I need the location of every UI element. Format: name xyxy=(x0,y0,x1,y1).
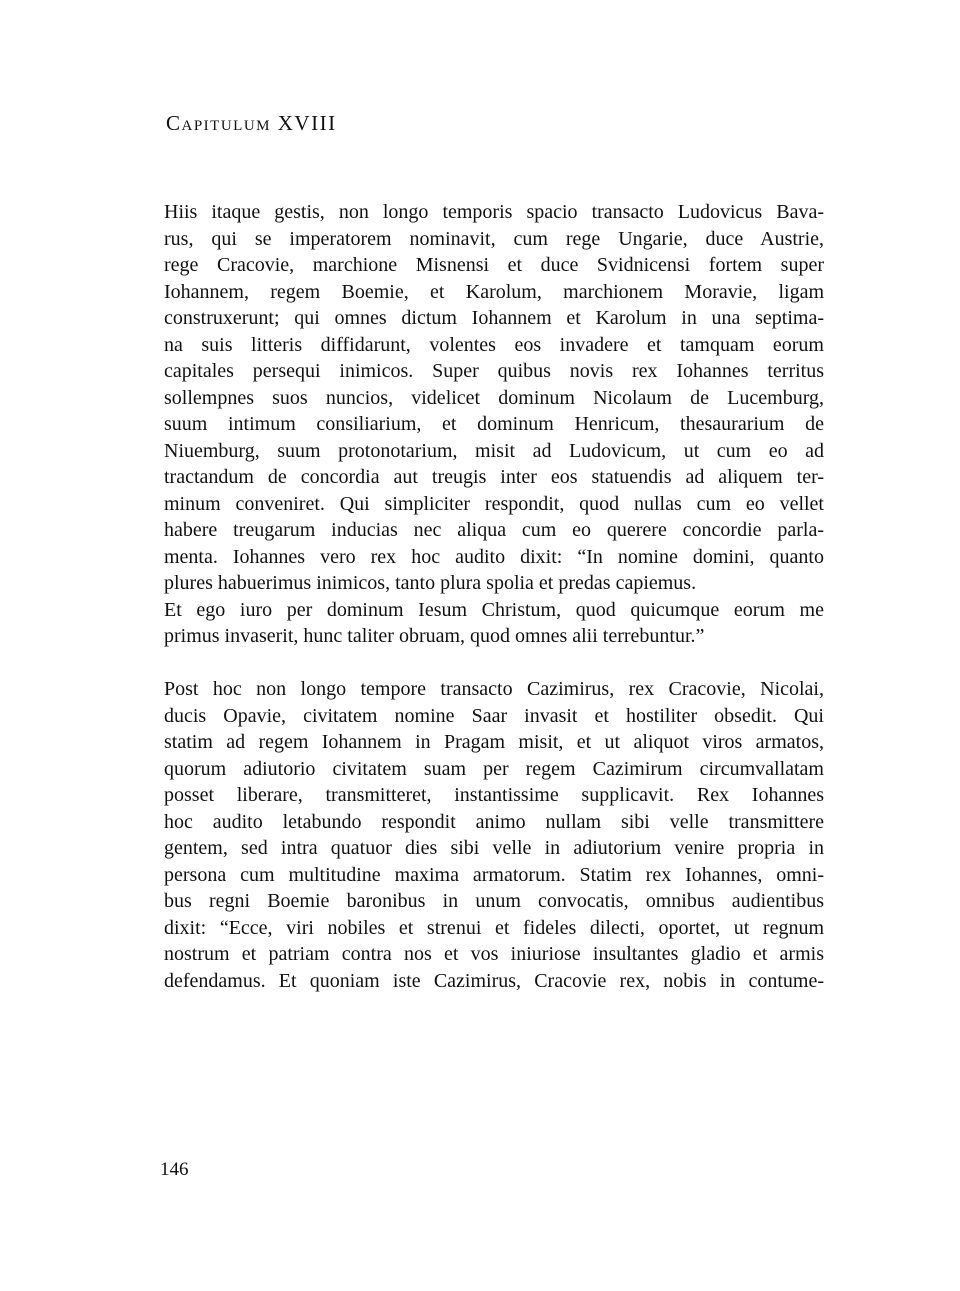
text-line: menta. Iohannes vero rex hoc audito dixit: “In nomine domini, quanto xyxy=(164,545,824,568)
text-line: bus regni Boemie baronibus in unum convocatis, omnibus audientibus xyxy=(164,890,824,912)
text-line: Iohannem, regem Boemie, et Karolum, marchionem Moravie, ligam xyxy=(164,280,824,303)
text-line: plures habuerimus inimicos, tanto plura spolia et predas capiemus. xyxy=(164,572,697,594)
text-line: suum intimum consiliarium, et dominum Henricum, thesaurarium de xyxy=(164,413,824,435)
text-line: quorum adiutorio civitatem suam per regem Cazimirum circumvallatam xyxy=(164,757,824,780)
text-line: tractandum de concordia aut treugis inter eos statuendis ad aliquem ter- xyxy=(164,466,824,488)
text-line: primus invaserit, hunc taliter obruam, quod omnes alii terrebuntur.” xyxy=(164,625,705,647)
text-line: dixit: “Ecce, viri nobiles et strenui et fideles dilecti, oportet, ut regnum xyxy=(164,916,824,939)
text-line: defendamus. Et quoniam iste Cazimirus, Cracovie rex, nobis in contume- xyxy=(164,969,824,992)
chapter-title: Capitulum XVIII xyxy=(166,111,337,135)
text-line: na suis litteris diffidarunt, volentes eos invadere et tamquam eorum xyxy=(164,333,824,356)
paragraph-2 xyxy=(164,676,824,994)
paragraph-1 xyxy=(164,199,824,650)
text-line: minum conveniret. Qui simpliciter respondit, quod nullas cum eo vellet xyxy=(164,492,824,515)
text-line: posset liberare, transmitteret, instantissime supplicavit. Rex Iohannes xyxy=(164,784,824,806)
text-line: statim ad regem Iohannem in Pragam misit, et ut aliquot viros armatos, xyxy=(164,731,824,753)
text-line: nostrum et patriam contra nos et vos iniuriose insultantes gladio et armis xyxy=(164,943,824,965)
text-line: rus, qui se imperatorem nominavit, cum rege Ungarie, duce Austrie, xyxy=(164,227,824,250)
text-line: Niuemburg, suum protonotarium, misit ad Ludovicum, ut cum eo ad xyxy=(164,439,824,462)
text-line: rege Cracovie, marchione Misnensi et duce Svidnicensi fortem super xyxy=(164,254,824,276)
text-line: habere treugarum inducias nec aliqua cum eo querere concordie parla- xyxy=(164,519,824,541)
page-number: 146 xyxy=(160,1159,189,1180)
text-line: Hiis itaque gestis, non longo temporis spacio transacto Ludovicus Bava- xyxy=(164,201,824,223)
text-line: sollempnes suos nuncios, videlicet dominum Nicolaum de Lucemburg, xyxy=(164,386,824,409)
text-line: Et ego iuro per dominum Iesum Christum, quod quicumque eorum me xyxy=(164,598,824,621)
text-line: construxerunt; qui omnes dictum Iohannem et Karolum in una septima- xyxy=(164,307,824,329)
text-line: persona cum multitudine maxima armatorum. Statim rex Iohannes, omni- xyxy=(164,863,824,886)
text-line: Post hoc non longo tempore transacto Cazimirus, rex Cracovie, Nicolai, xyxy=(164,678,824,700)
text-line: gentem, sed intra quatuor dies sibi velle in adiutorium venire propria in xyxy=(164,837,824,859)
text-line: hoc audito letabundo respondit animo nullam sibi velle transmittere xyxy=(164,810,824,833)
text-line: capitales persequi inimicos. Super quibus novis rex Iohannes territus xyxy=(164,360,824,382)
text-line: ducis Opavie, civitatem nomine Saar invasit et hostiliter obsedit. Qui xyxy=(164,704,824,727)
